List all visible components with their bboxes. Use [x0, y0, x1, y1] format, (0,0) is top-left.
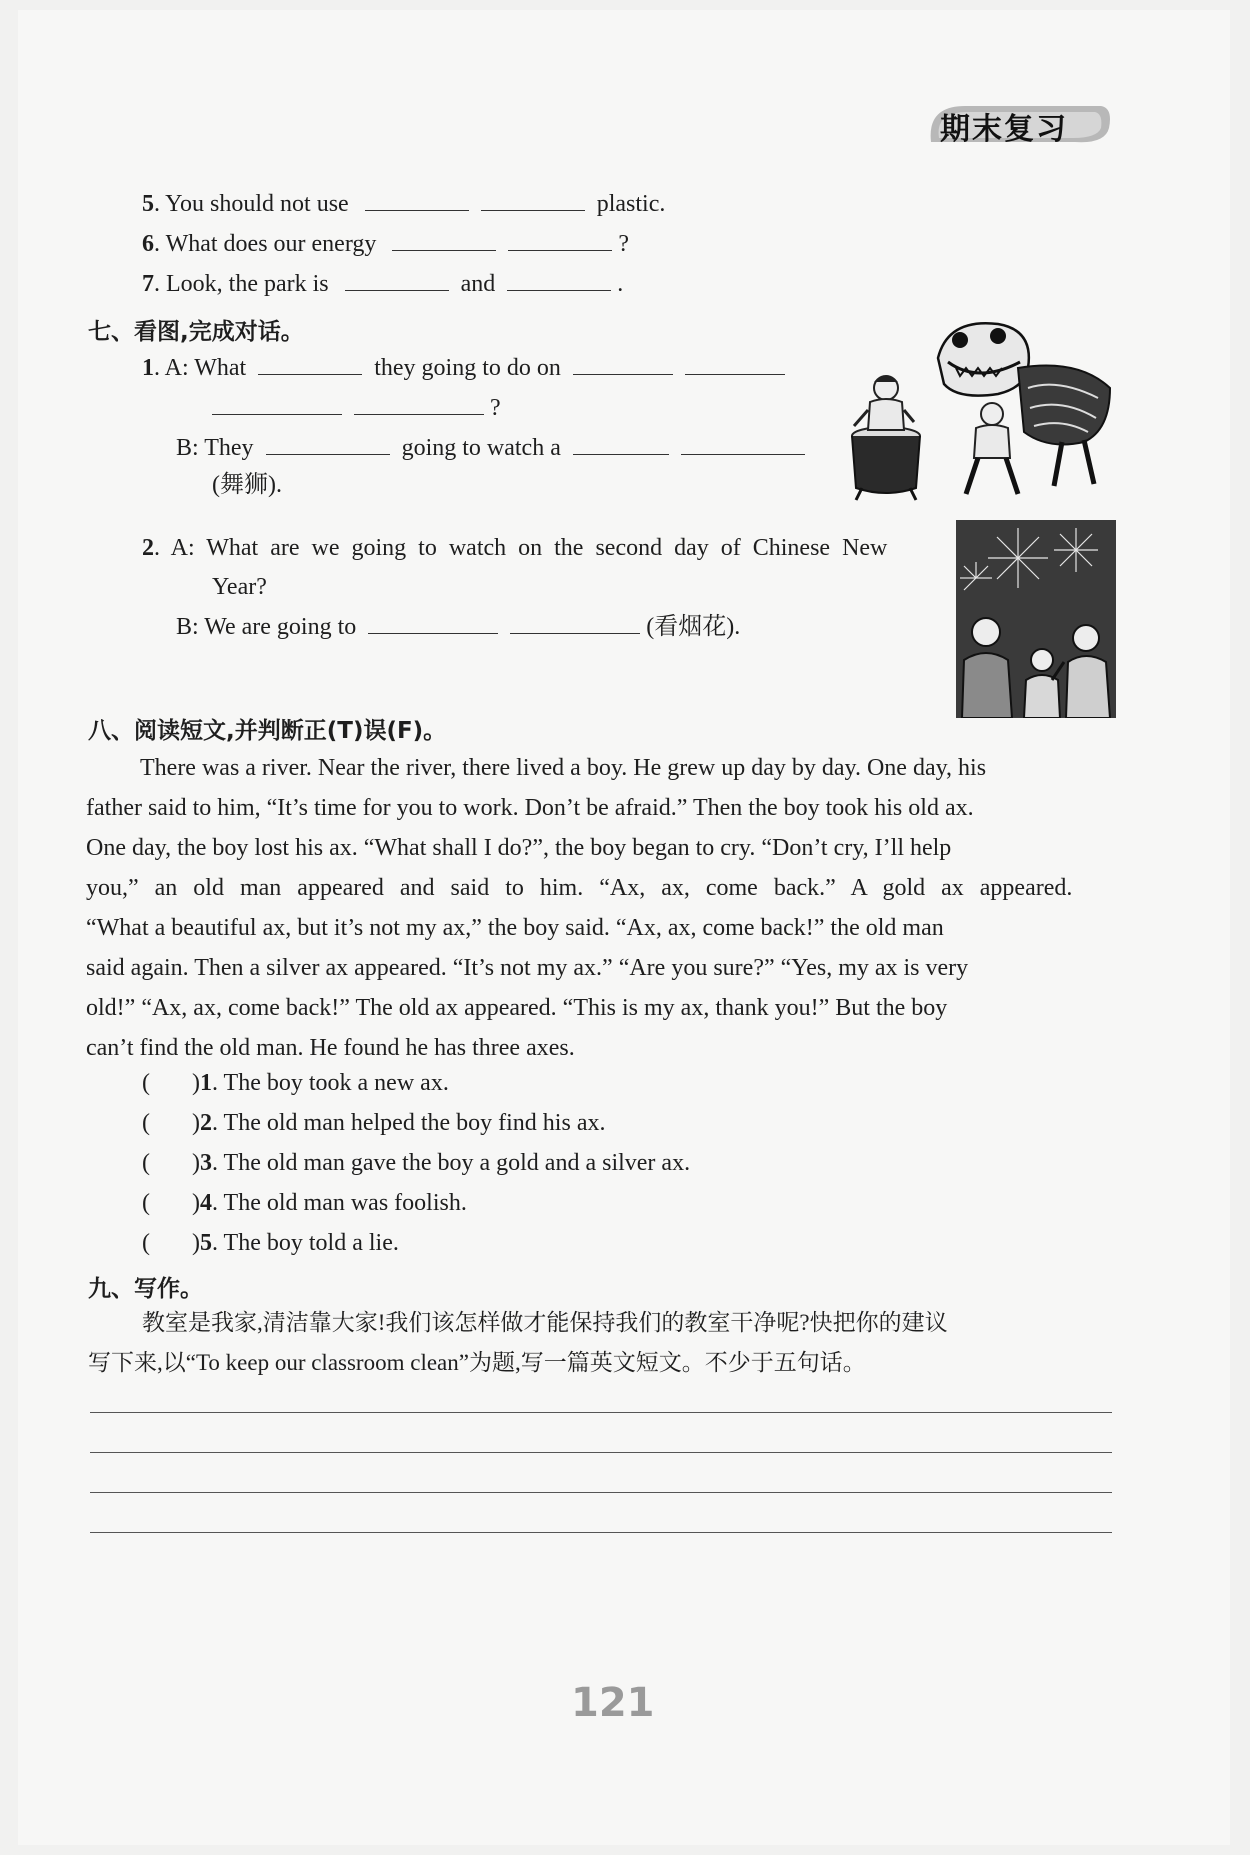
fill-item-5: 5. You should not use plastic. — [142, 188, 665, 219]
answer-blank[interactable] — [392, 228, 496, 251]
answer-blank[interactable] — [685, 352, 785, 375]
lion-figure — [938, 323, 1110, 494]
section8-title: 八、阅读短文,并判断正(T)误(F)。 — [88, 718, 447, 744]
answer-blank[interactable] — [354, 392, 484, 415]
answer-blank[interactable] — [365, 188, 469, 211]
answer-paren[interactable]: ( ) — [142, 1070, 200, 1096]
fireworks-illustration — [956, 520, 1116, 718]
passage-line: you,” an old man appeared and said to him. “Ax, ax, come back.” A gold ax appeared. — [86, 875, 1073, 901]
answer-blank[interactable] — [266, 432, 390, 455]
fill-item-7: 7. Look, the park is and . — [142, 268, 623, 299]
answer-blank[interactable] — [258, 352, 362, 375]
answer-paren[interactable]: ( ) — [142, 1150, 200, 1176]
header-title: 期末复习 — [940, 112, 1068, 147]
writing-line[interactable] — [90, 1532, 1112, 1533]
s7-q1-hint: (舞狮). — [212, 472, 282, 498]
answer-blank[interactable] — [368, 611, 498, 634]
tf-statement-4: ( )4. The old man was foolish. — [142, 1190, 467, 1216]
section7-title: 七、看图,完成对话。 — [88, 319, 304, 345]
passage-line: “What a beautiful ax, but it’s not my ax,” the boy said. “Ax, ax, come back!” the old man — [86, 915, 944, 941]
answer-blank[interactable] — [510, 611, 640, 634]
writing-line[interactable] — [90, 1412, 1112, 1413]
writing-line[interactable] — [90, 1492, 1112, 1493]
s7-q2-a-cont: Year? — [212, 574, 267, 600]
fill-item-6: 6. What does our energy ? — [142, 228, 629, 259]
answer-blank[interactable] — [573, 352, 673, 375]
tf-statement-5: ( )5. The boy told a lie. — [142, 1230, 399, 1256]
page-number: 121 — [571, 1680, 655, 1726]
passage-line: One day, the boy lost his ax. “What shall I do?”, the boy began to cry. “Don’t cry, I’ll help — [86, 835, 952, 861]
drummer-figure — [852, 376, 920, 500]
answer-blank[interactable] — [345, 268, 449, 291]
s7-q2-b: B: We are going to (看烟花). — [176, 611, 740, 642]
s7-q1-b: B: They going to watch a — [176, 432, 811, 463]
passage-line: There was a river. Near the river, there lived a boy. He grew up day by day. One day, his — [140, 755, 987, 781]
answer-blank[interactable] — [481, 188, 585, 211]
lion-dance-illustration — [848, 318, 1116, 502]
answer-blank[interactable] — [573, 432, 669, 455]
passage-line: father said to him, “It’s time for you to work. Don’t be afraid.” Then the boy took his old ax. — [86, 795, 974, 821]
passage-line: old!” “Ax, ax, come back!” The old ax appeared. “This is my ax, thank you!” But the boy — [86, 995, 948, 1021]
passage-line: said again. Then a silver ax appeared. “It’s not my ax.” “Are you sure?” “Yes, my ax is very — [86, 955, 969, 981]
s7-q1-a-cont: ? — [212, 392, 501, 423]
tf-statement-3: ( )3. The old man gave the boy a gold and a silver ax. — [142, 1150, 691, 1176]
passage-line: can’t find the old man. He found he has three axes. — [86, 1035, 575, 1061]
answer-blank[interactable] — [681, 432, 805, 455]
writing-prompt-line2: 写下来,以“To keep our classroom clean”为题,写一篇英文短文。不少于五句话。 — [88, 1350, 866, 1375]
answer-blank[interactable] — [212, 392, 342, 415]
section9-title: 九、写作。 — [88, 1276, 203, 1302]
answer-blank[interactable] — [507, 268, 611, 291]
s7-q1-a: 1. A: What they going to do on — [142, 352, 791, 383]
reading-passage — [86, 748, 1112, 1068]
tf-statement-1: ( )1. The boy took a new ax. — [142, 1070, 449, 1096]
tf-statement-2: ( )2. The old man helped the boy find his ax. — [142, 1110, 606, 1136]
answer-blank[interactable] — [508, 228, 612, 251]
s7-q2-a: 2. A: What are we going to watch on the second day of Chinese New — [142, 535, 888, 561]
answer-paren[interactable]: ( ) — [142, 1110, 200, 1136]
writing-prompt-line1: 教室是我家,清洁靠大家!我们该怎样做才能保持我们的教室干净呢?快把你的建议 — [142, 1310, 948, 1335]
writing-line[interactable] — [90, 1452, 1112, 1453]
answer-paren[interactable]: ( ) — [142, 1230, 200, 1256]
answer-paren[interactable]: ( ) — [142, 1190, 200, 1216]
